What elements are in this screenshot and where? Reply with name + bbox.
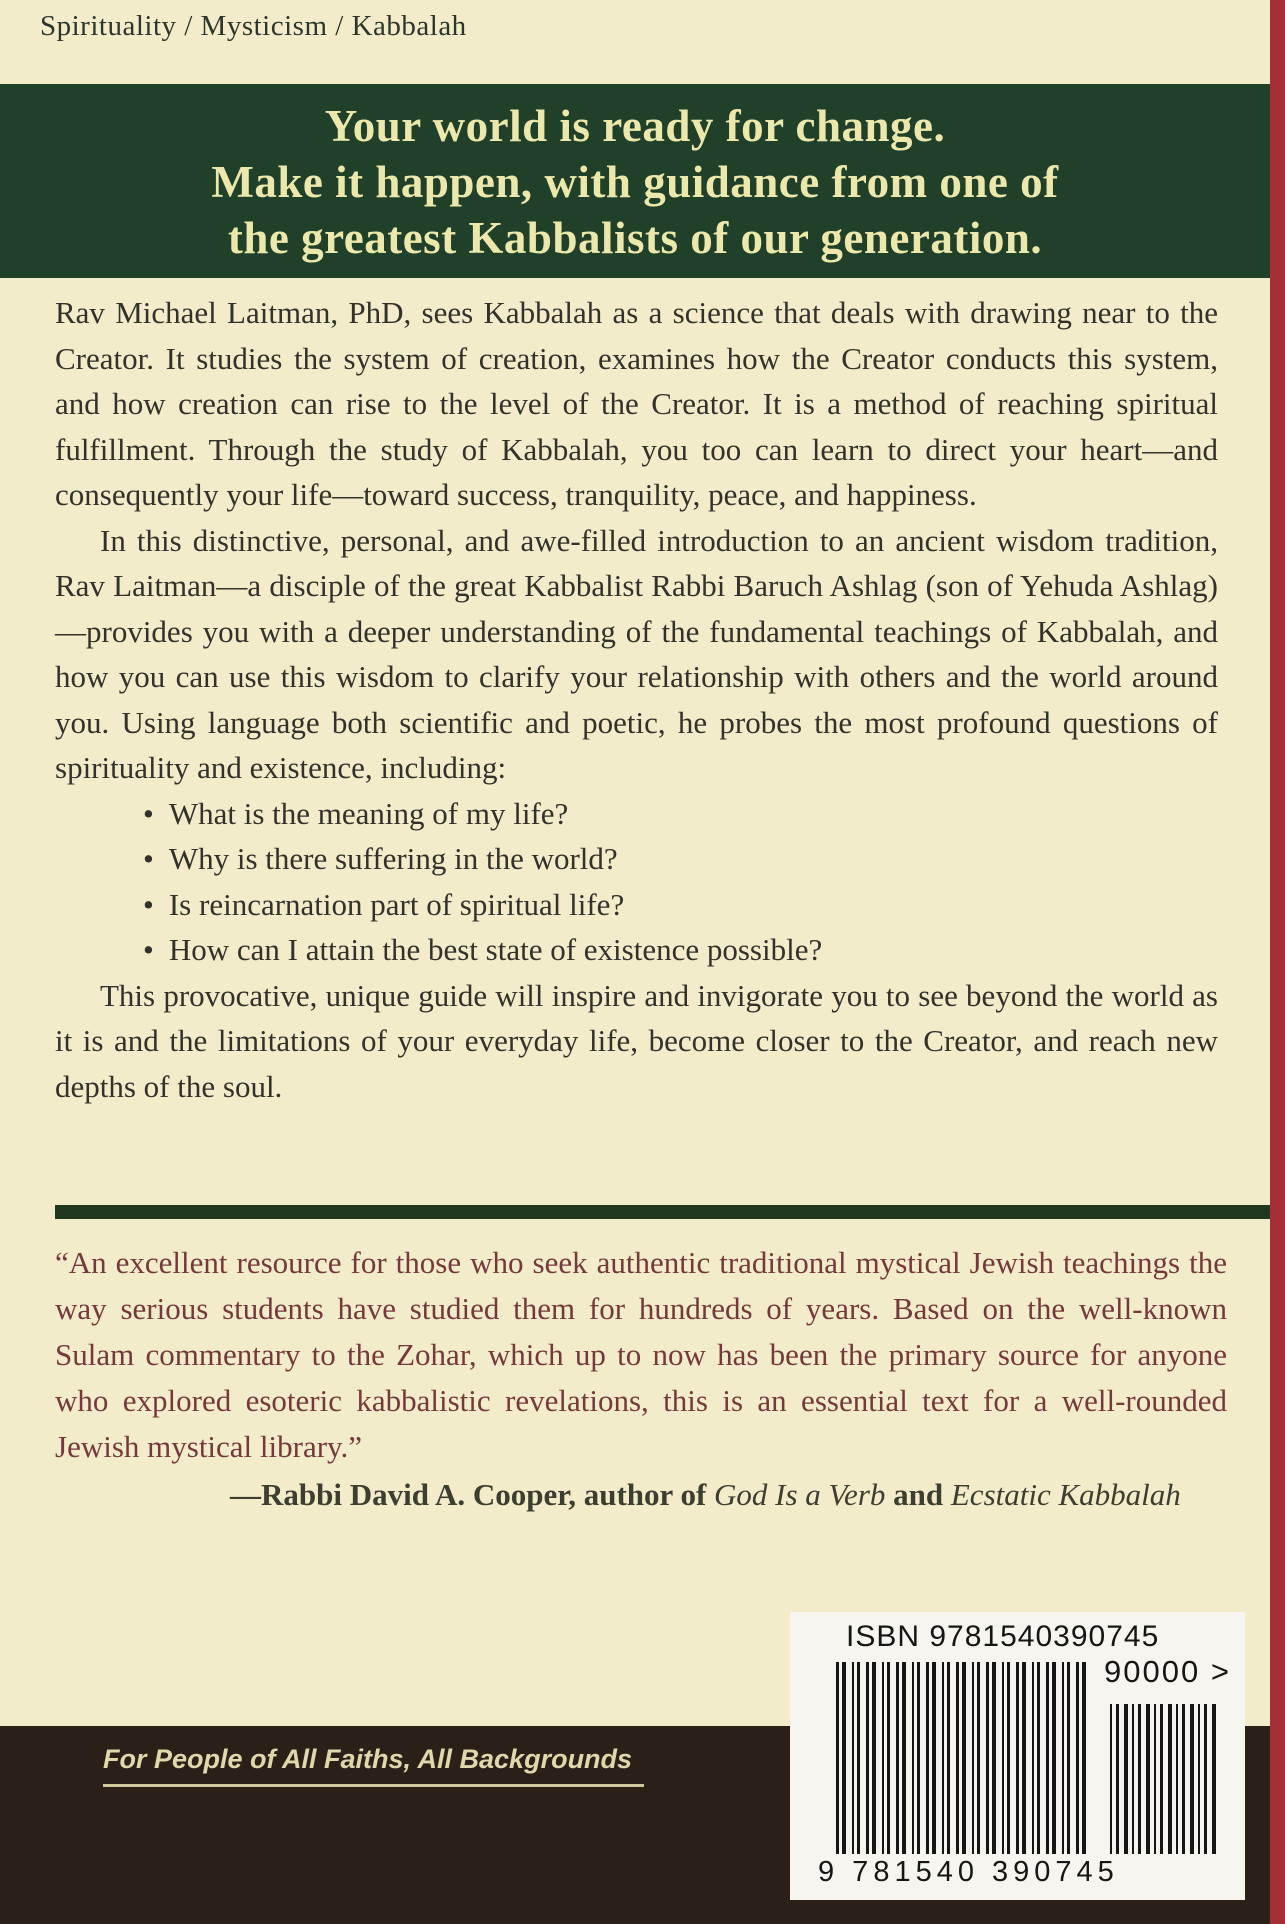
isbn-label: ISBN 9781540390745 — [846, 1620, 1160, 1653]
headline-line-1: Your world is ready for change. — [324, 101, 946, 151]
attribution-prefix: —Rabbi David A. Cooper, author of — [230, 1477, 715, 1512]
book-title-2: Ecstatic Kabbalah — [950, 1477, 1181, 1512]
headline-banner — [0, 84, 1270, 278]
review-quote: “An excellent resource for those who seek authentic traditional mystical Jewish teachings the way serious students have studied them for hundreds of years. Based on the well-known Sulam commentary to the Zohar, which up to now has been the primary source for anyone who explored esoteric kabbalistic revelations, this is an essential text for a well-rounded Jewish mystical library.” — [55, 1245, 1227, 1464]
book-title-1: God Is a Verb — [714, 1477, 886, 1512]
cover-edge-strip — [1270, 0, 1285, 1924]
question-list — [55, 791, 1218, 973]
barcode-price-code: 90000 > — [1104, 1654, 1231, 1689]
question-item: • How can I attain the best state of existence possible? — [143, 927, 1218, 973]
barcode-bars — [836, 1662, 1090, 1854]
isbn-barcode-block — [790, 1612, 1245, 1900]
section-divider — [55, 1205, 1271, 1219]
barcode-price-bars — [1110, 1704, 1220, 1854]
question-item: • Why is there suffering in the world? — [143, 836, 1218, 882]
footer-tagline: For People of All Faiths, All Backgrounds — [103, 1744, 644, 1787]
description-paragraph-3: This provocative, unique guide will inspire and invigorate you to see beyond the world as it is and the limitations of your everyday life, become closer to the Creator, and reach new depths of the soul. — [55, 977, 1218, 1104]
attribution-conjunction: and — [885, 1477, 951, 1512]
description-paragraph-1: Rav Michael Laitman, PhD, sees Kabbalah as a science that deals with drawing near to the Creator. It studies the system of creation, examines how the Creator conducts this system, and how creation can rise to the level of the Creator. It is a method of reaching spiritual fulfillment. Through the study of Kabbalah, you too can learn to direct your heart—and consequently your life—toward success, tranquility, peace, and happiness. — [55, 295, 1218, 512]
question-item: • What is the meaning of my life? — [143, 791, 1218, 837]
review-attribution — [230, 1472, 1227, 1518]
review-section — [55, 1240, 1227, 1518]
headline-line-3: the greatest Kabbalists of our generation. — [227, 213, 1043, 263]
description-paragraph-2: In this distinctive, personal, and awe-filled introduction to an ancient wisdom tradition, Rav Laitman—a disciple of the great Kabbalist Rabbi Baruch Ashlag (son of Yehuda Ashlag)—provides you with a deeper understanding of the fundamental teachings of Kabbalah, and how you can use this wisdom to clarify your relationship with others and the world around you. Using language both scientific and poetic, he probes the most profound questions of spirituality and existence, including: — [55, 522, 1218, 785]
description-text — [55, 290, 1218, 1109]
question-item: • Is reincarnation part of spiritual life? — [143, 882, 1218, 928]
barcode-digits: 9 781540 390745 — [818, 1856, 1119, 1888]
headline-line-2: Make it happen, with guidance from one of — [211, 157, 1059, 207]
category-label: Spirituality / Mysticism / Kabbalah — [40, 10, 467, 42]
